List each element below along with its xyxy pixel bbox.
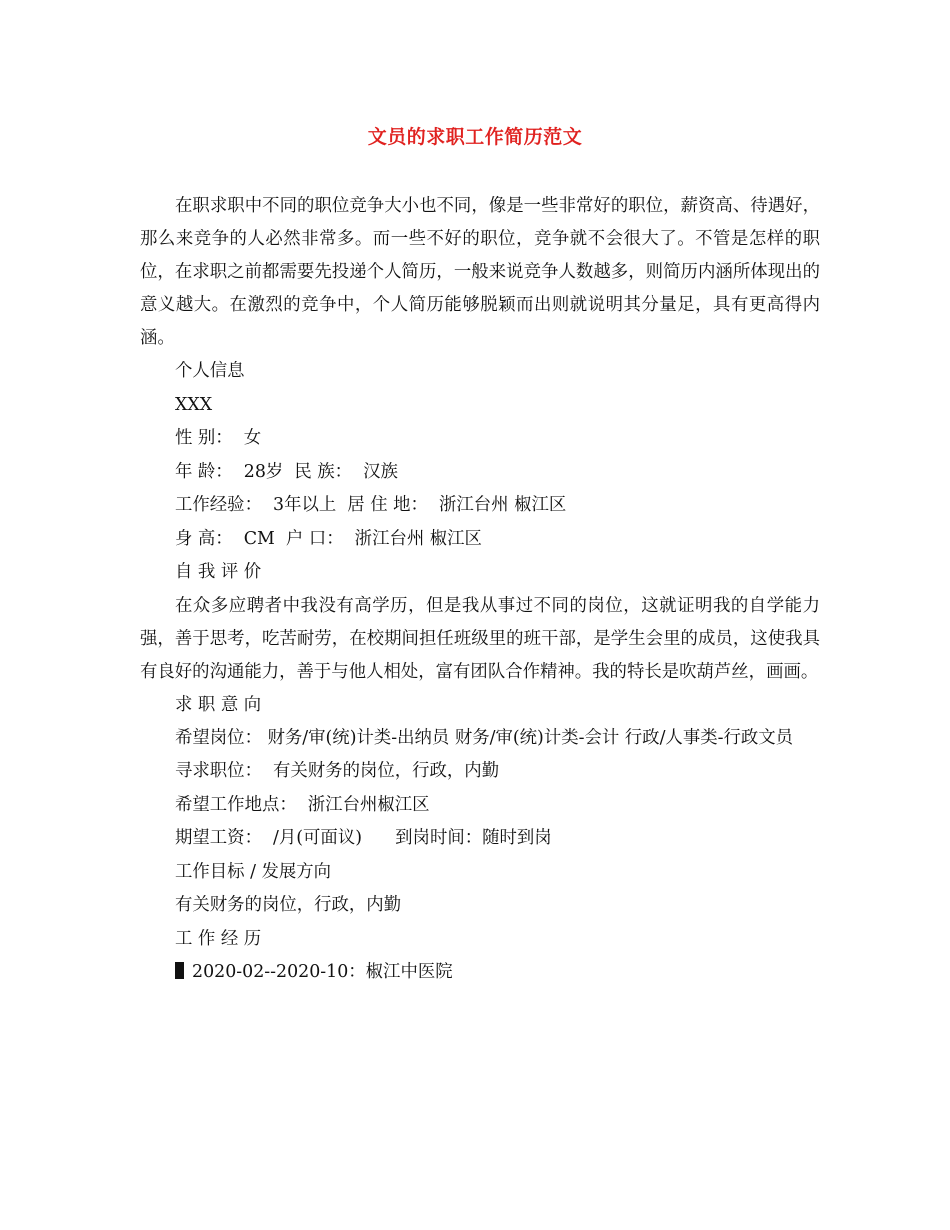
gender-line: 性 别： 女 (175, 428, 262, 448)
experience-residence-line: 工作经验： 3年以上 居 住 地： 浙江台州 椒江区 (175, 495, 567, 515)
salary-start-line: 期望工资： /月(可面议) 到岗时间：随时到岗 (175, 828, 552, 848)
goals-heading: 工作目标 / 发展方向 (175, 861, 332, 882)
height-hukou-line: 身 高： CM 户 口： 浙江台州 椒江区 (175, 528, 482, 549)
bullet-marker-icon (175, 962, 184, 979)
self-evaluation-heading: 自 我 评 价 (175, 562, 262, 582)
document-body (140, 190, 820, 990)
self-evaluation-paragraph: 在众多应聘者中我没有高学历，但是我从事过不同的岗位，这就证明我的自学能力强，善于思考，吃苦耐劳，在校期间担任班级里的班干部，是学生会里的成员，这使我具有良好的沟通能力，善于与他人相处，富有团队合作精神。我的特长是吹葫芦丝，画画。 (140, 595, 820, 682)
work-history-entry-text: 2020-02--2020-10：椒江中医院 (192, 962, 453, 982)
work-history-heading: 工 作 经 历 (175, 928, 262, 949)
work-history-entry (140, 956, 820, 990)
document-title: 文员的求职工作简历范文 (367, 126, 583, 148)
name-line: XXX (175, 394, 213, 415)
personal-info-heading: 个人信息 (175, 361, 245, 381)
job-intention-heading: 求 职 意 向 (175, 694, 262, 715)
goals-line: 有关财务的岗位，行政，内勤 (175, 895, 402, 915)
seeking-position-line: 寻求职位： 有关财务的岗位，行政，内勤 (175, 761, 500, 781)
desired-positions-paragraph: 希望岗位： 财务/审(统)计类-出纳员 财务/审(统)计类-会计 行政/人事类-行政文员 (175, 728, 794, 748)
age-ethnicity-line: 年 龄： 28岁 民 族： 汉族 (175, 461, 398, 482)
desired-location-line: 希望工作地点： 浙江台州椒江区 (175, 794, 430, 815)
intro-paragraph: 在职求职中不同的职位竞争大小也不同，像是一些非常好的职位，薪资高、待遇好，那么来竞争的人必然非常多。而一些不好的职位，竞争就不会很大了。不管是怎样的职位，在求职之前都需要先投递个人简历，一般来说竞争人数越多，则简历内涵所体现出的意义越大。在激烈的竞争中，个人简历能够脱颖而出则就说明其分量足，具有更高得内涵。 (140, 196, 820, 348)
